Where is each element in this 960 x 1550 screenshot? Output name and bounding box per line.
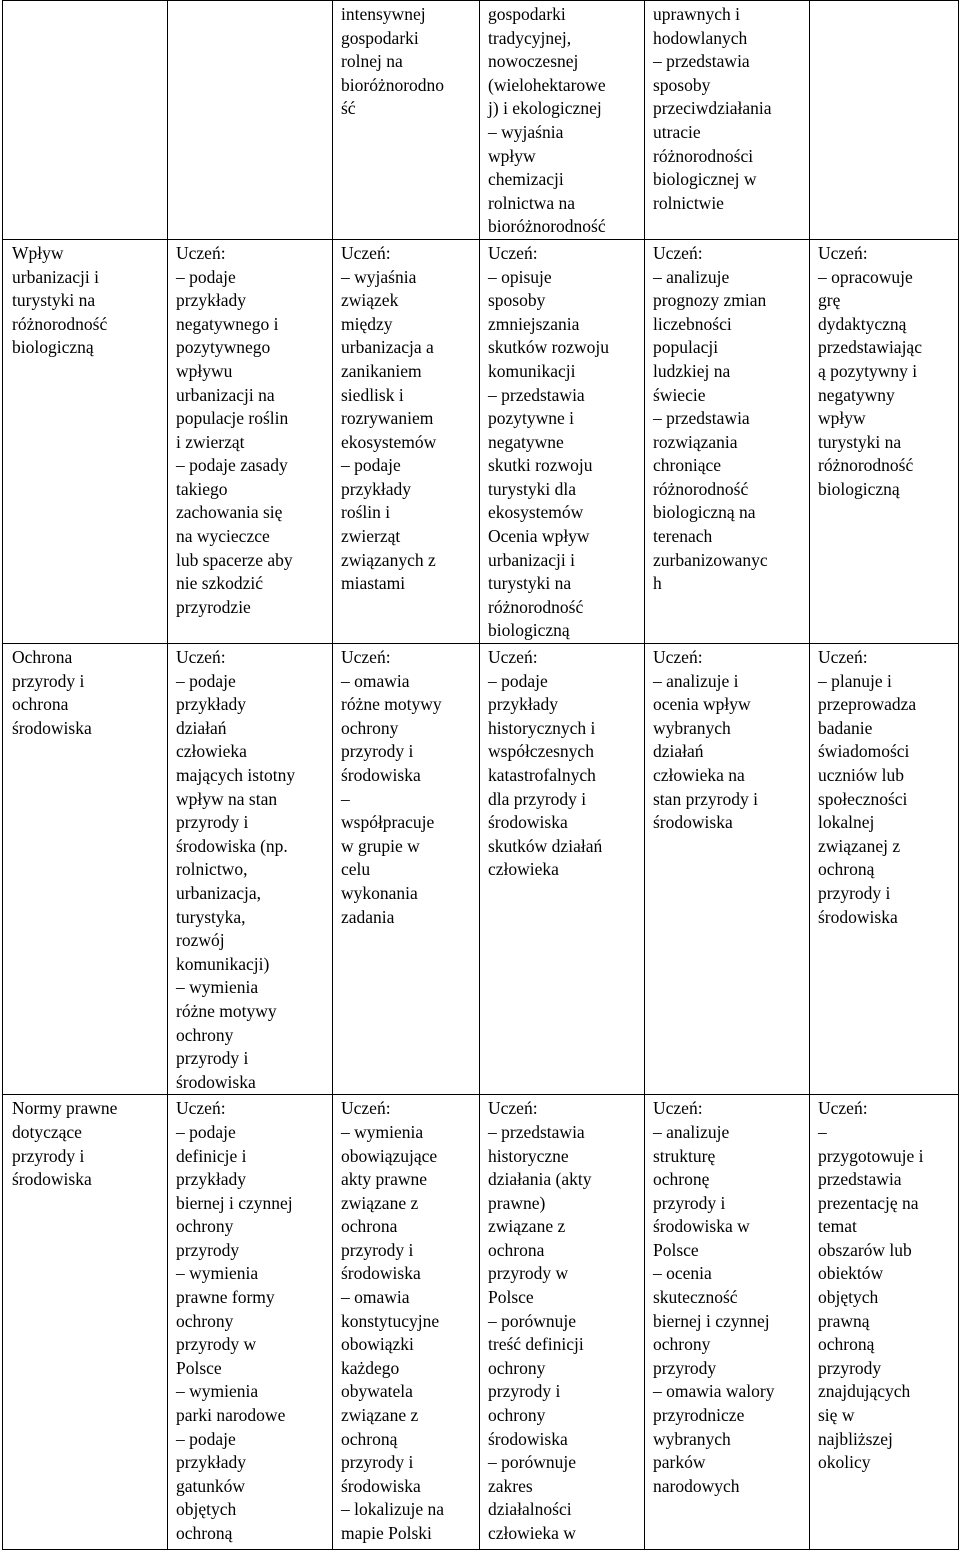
requirement-line: – podaje bbox=[176, 670, 236, 691]
requirement-line: – wymienia bbox=[176, 1263, 259, 1284]
requirement-line: – porównuje bbox=[488, 1310, 576, 1331]
requirement-line: rozwiązania bbox=[653, 431, 738, 452]
requirement-line: Polsce bbox=[653, 1239, 699, 1260]
requirement-line: definicje i bbox=[176, 1145, 247, 1166]
requirement-line: – analizuje bbox=[653, 1121, 730, 1142]
requirement-line: wykonania bbox=[341, 882, 418, 903]
requirement-line: rolnictwa na bbox=[488, 192, 575, 213]
requirement-line: przyrody i bbox=[176, 1048, 249, 1069]
requirement-line: przyrody i bbox=[341, 1239, 414, 1260]
requirement-line: – wyjaśnia bbox=[341, 266, 417, 287]
requirement-line: ochrony bbox=[176, 1310, 234, 1331]
requirement-line: sposoby bbox=[488, 290, 546, 311]
requirement-line: – przedstawia bbox=[653, 51, 750, 72]
requirement-line: terenach bbox=[653, 526, 713, 547]
requirement-line: prognozy zmian bbox=[653, 290, 767, 311]
requirement-cell bbox=[168, 239, 333, 643]
requirement-line: przyrody bbox=[653, 1357, 717, 1378]
requirement-line: urbanizacja, bbox=[176, 882, 262, 903]
requirement-line: hodowlanych bbox=[653, 27, 748, 48]
requirement-line: ochrony bbox=[488, 1405, 546, 1426]
requirement-line: działalności bbox=[488, 1499, 572, 1520]
requirement-line: środowiska bbox=[176, 1071, 256, 1092]
requirement-line: środowiska bbox=[341, 1263, 421, 1284]
requirement-line: intensywnej bbox=[341, 4, 426, 24]
requirement-line: chemizacji bbox=[488, 169, 564, 190]
requirement-line: liczebności bbox=[653, 313, 732, 334]
requirement-line: – przedstawia bbox=[488, 1121, 585, 1142]
requirement-line: różnorodność bbox=[488, 596, 584, 617]
requirement-line: działań bbox=[653, 741, 704, 762]
requirement-line: znajdujących bbox=[818, 1381, 911, 1402]
requirement-line: ochrony bbox=[653, 1334, 711, 1355]
requirement-line: takiego bbox=[176, 478, 228, 499]
requirement-line: związek bbox=[341, 290, 399, 311]
requirement-line: skutków rozwoju bbox=[488, 337, 610, 358]
requirement-line: wpływ bbox=[488, 145, 536, 166]
requirement-line: urbanizacji i bbox=[488, 549, 575, 570]
requirement-line: obywatela bbox=[341, 1381, 413, 1402]
topic-line: Normy prawne bbox=[12, 1098, 118, 1119]
requirement-line: nowoczesnej bbox=[488, 51, 579, 72]
requirement-line: treść definicji bbox=[488, 1334, 584, 1355]
requirement-line: – analizuje bbox=[653, 266, 730, 287]
requirement-line: gospodarki bbox=[341, 27, 419, 48]
requirement-line: tradycyjnej, bbox=[488, 27, 572, 48]
requirement-line: przykłady bbox=[176, 290, 246, 311]
requirement-cell bbox=[810, 1, 959, 240]
requirement-line: parki narodowe bbox=[176, 1405, 286, 1426]
requirement-line: prezentację na bbox=[818, 1192, 919, 1213]
topic-line: Ochrona bbox=[12, 647, 73, 668]
requirement-line: obowiązujące bbox=[341, 1145, 438, 1166]
requirement-line: – podaje bbox=[341, 455, 401, 476]
requirement-line: obowiązki bbox=[341, 1334, 414, 1355]
requirement-line: na wycieczce bbox=[176, 526, 270, 547]
requirement-line: zurbanizowanyc bbox=[653, 549, 768, 570]
requirement-cell bbox=[168, 644, 333, 1095]
requirement-line: Uczeń: bbox=[341, 242, 391, 263]
requirement-line: nie szkodzić bbox=[176, 573, 263, 594]
requirement-line: negatywne bbox=[488, 431, 564, 452]
requirement-line: komunikacji bbox=[488, 360, 576, 381]
requirement-line: różnorodność bbox=[818, 455, 914, 476]
requirement-line: Polsce bbox=[488, 1287, 534, 1308]
requirement-cell bbox=[480, 1, 645, 240]
requirement-line: – wymienia bbox=[341, 1121, 424, 1142]
requirement-line: różnorodności bbox=[653, 145, 754, 166]
requirement-line: Uczeń: bbox=[653, 1098, 703, 1119]
requirement-line: dydaktyczną bbox=[818, 313, 907, 334]
requirement-line: utracie bbox=[653, 121, 701, 142]
requirement-cell bbox=[333, 1, 480, 240]
requirement-line: – przedstawia bbox=[488, 384, 585, 405]
topic-line: środowiska bbox=[12, 1169, 92, 1190]
requirement-line: – bbox=[818, 1121, 827, 1142]
requirement-line: dla przyrody i bbox=[488, 788, 587, 809]
topic-cell bbox=[3, 1, 168, 240]
requirement-line: ochroną bbox=[176, 1523, 233, 1543]
requirement-line: w grupie w bbox=[341, 835, 420, 856]
requirement-line: rozwój bbox=[176, 930, 225, 951]
requirement-line: badanie bbox=[818, 717, 873, 738]
topic-line: turystyki na bbox=[12, 290, 96, 311]
requirement-line: społeczności bbox=[818, 788, 908, 809]
requirement-line: Uczeń: bbox=[176, 647, 226, 668]
requirement-line: Uczeń: bbox=[341, 647, 391, 668]
requirement-cell bbox=[645, 1, 810, 240]
requirement-line: Polsce bbox=[176, 1357, 222, 1378]
requirement-line: – lokalizuje na bbox=[341, 1499, 445, 1520]
requirement-line: przyrody bbox=[176, 1239, 240, 1260]
requirement-line: lokalnej bbox=[818, 812, 875, 833]
requirement-line: przyrody i bbox=[176, 812, 249, 833]
requirement-line: uczniów lub bbox=[818, 765, 905, 785]
requirement-line: historycznych i bbox=[488, 717, 596, 738]
topic-cell bbox=[3, 644, 168, 1095]
requirement-line: gospodarki bbox=[488, 4, 566, 24]
requirement-line: turystyki na bbox=[488, 573, 572, 594]
requirement-line: ochroną bbox=[818, 859, 875, 880]
requirement-line: zadania bbox=[341, 906, 395, 927]
requirement-line: działania (akty bbox=[488, 1169, 592, 1190]
requirement-line: akty prawne bbox=[341, 1169, 428, 1190]
requirement-line: prawną bbox=[818, 1310, 870, 1331]
requirement-line: ochrony bbox=[176, 1216, 234, 1237]
requirement-line: – opisuje bbox=[488, 266, 552, 287]
requirement-line: wybranych bbox=[653, 717, 731, 738]
requirement-line: środowiska (np. bbox=[176, 835, 288, 856]
requirement-cell bbox=[810, 644, 959, 1095]
requirement-line: biologiczną na bbox=[653, 502, 756, 523]
requirement-line: turystyka, bbox=[176, 906, 246, 927]
requirement-line: populacji bbox=[653, 337, 719, 358]
requirement-line: zmniejszania bbox=[488, 313, 580, 334]
requirement-cell bbox=[168, 1095, 333, 1550]
requirement-line: ochrony bbox=[488, 1357, 546, 1378]
requirement-line: celu bbox=[341, 859, 371, 880]
requirement-line: człowieka bbox=[176, 741, 247, 762]
requirement-line: zanikaniem bbox=[341, 360, 422, 381]
requirement-line: przykłady bbox=[488, 694, 558, 715]
requirement-line: ekosystemów bbox=[341, 431, 437, 452]
table-row bbox=[3, 644, 959, 1095]
requirement-line: rolnej na bbox=[341, 51, 403, 72]
requirement-cell bbox=[810, 1095, 959, 1550]
requirement-line: świadomości bbox=[818, 741, 910, 762]
requirement-line: pozytywnego bbox=[176, 337, 271, 358]
requirement-line: środowiska bbox=[653, 812, 733, 833]
requirement-line: środowiska bbox=[341, 1475, 421, 1496]
requirement-line: skuteczność bbox=[653, 1287, 738, 1308]
requirement-line: wpływ na stan bbox=[176, 788, 278, 809]
requirement-line: uprawnych i bbox=[653, 4, 740, 24]
requirement-line: siedlisk i bbox=[341, 384, 404, 405]
requirement-line: ochroną bbox=[818, 1334, 875, 1355]
requirement-cell bbox=[480, 644, 645, 1095]
requirement-cell bbox=[333, 1095, 480, 1550]
requirement-line: Uczeń: bbox=[176, 242, 226, 263]
requirement-line: Uczeń: bbox=[653, 647, 703, 668]
requirement-line: Uczeń: bbox=[818, 647, 868, 668]
requirement-line: objętych bbox=[176, 1499, 237, 1520]
requirement-line: populacje roślin bbox=[176, 408, 289, 429]
requirement-line: środowiska bbox=[818, 906, 898, 927]
requirement-line: obiektów bbox=[818, 1263, 884, 1284]
requirement-line: człowieka w bbox=[488, 1523, 576, 1543]
requirement-line: związanych z bbox=[341, 549, 436, 570]
requirement-line: ochronę bbox=[653, 1169, 710, 1190]
requirement-line: przykłady bbox=[176, 1169, 246, 1190]
requirement-line: różne motywy bbox=[176, 1000, 277, 1021]
requirement-line: zwierząt bbox=[341, 526, 401, 547]
topic-line: różnorodność bbox=[12, 313, 108, 334]
requirement-cell bbox=[333, 239, 480, 643]
requirement-line: przyrody bbox=[818, 1357, 882, 1378]
requirement-line: – omawia bbox=[341, 670, 410, 691]
requirement-line: Uczeń: bbox=[818, 1098, 868, 1119]
requirement-line: Uczeń: bbox=[653, 242, 703, 263]
requirement-cell bbox=[645, 644, 810, 1095]
requirement-line: przyrody i bbox=[341, 741, 414, 762]
requirement-line: przyrody i bbox=[488, 1381, 561, 1402]
requirement-line: skutków działań bbox=[488, 835, 603, 856]
topic-line: ochrona bbox=[12, 694, 69, 715]
requirement-line: – wyjaśnia bbox=[488, 121, 564, 142]
requirement-line: urbanizacji na bbox=[176, 384, 275, 405]
requirement-line: grę bbox=[818, 290, 841, 311]
requirement-cell bbox=[480, 239, 645, 643]
requirement-line: ochrony bbox=[341, 717, 399, 738]
requirement-cell bbox=[480, 1095, 645, 1550]
requirement-line: związane z bbox=[341, 1192, 419, 1213]
requirement-line: ludzkiej na bbox=[653, 360, 731, 381]
requirement-line: objętych bbox=[818, 1287, 879, 1308]
requirement-line: komunikacji) bbox=[176, 953, 270, 974]
requirement-line: wpływ bbox=[818, 408, 866, 429]
requirement-cell bbox=[333, 644, 480, 1095]
requirement-line: historyczne bbox=[488, 1145, 569, 1166]
requirement-line: związane z bbox=[488, 1216, 566, 1237]
topic-line: dotyczące bbox=[12, 1121, 82, 1142]
requirement-line: strukturę bbox=[653, 1145, 716, 1166]
requirement-line: biernej i czynnej bbox=[653, 1310, 770, 1331]
requirement-line: środowiska bbox=[488, 812, 568, 833]
requirement-line: urbanizacja a bbox=[341, 337, 434, 358]
requirements-table bbox=[2, 0, 959, 1550]
requirement-line: ocenia wpływ bbox=[653, 694, 751, 715]
requirement-line: prawne) bbox=[488, 1192, 546, 1213]
requirement-line: każdego bbox=[341, 1357, 400, 1378]
requirement-cell bbox=[645, 1095, 810, 1550]
requirement-line: przykłady bbox=[341, 478, 411, 499]
topic-line: środowiska bbox=[12, 717, 92, 738]
requirement-line: najbliższej bbox=[818, 1428, 893, 1449]
requirement-line: obszarów lub bbox=[818, 1239, 912, 1260]
requirement-line: negatywnego i bbox=[176, 313, 279, 334]
requirement-line: lub spacerze aby bbox=[176, 549, 293, 570]
requirement-line: Uczeń: bbox=[818, 242, 868, 263]
requirement-line: człowieka bbox=[488, 859, 559, 880]
requirement-line: Ocenia wpływ bbox=[488, 526, 590, 547]
requirement-line: – analizuje i bbox=[653, 670, 739, 691]
requirement-line: przeprowadza bbox=[818, 694, 917, 715]
requirement-line: współczesnych bbox=[488, 741, 594, 762]
requirement-line: przygotowuje i bbox=[818, 1145, 924, 1166]
requirement-line: współpracuje bbox=[341, 812, 435, 833]
requirement-line: skutki rozwoju bbox=[488, 455, 593, 476]
requirement-line: człowieka na bbox=[653, 765, 745, 785]
requirement-line: przykłady bbox=[176, 1452, 246, 1473]
requirement-line: przyrody w bbox=[488, 1263, 569, 1284]
requirement-line: ochrony bbox=[176, 1024, 234, 1045]
requirement-line: gatunków bbox=[176, 1475, 246, 1496]
requirement-cell bbox=[810, 239, 959, 643]
requirement-line: przyrody i bbox=[653, 1192, 726, 1213]
table-row bbox=[3, 1, 959, 240]
requirement-line: Uczeń: bbox=[488, 647, 538, 668]
requirement-line: h bbox=[653, 573, 662, 594]
requirement-line: j) i ekologicznej bbox=[488, 98, 602, 119]
requirement-line: ść bbox=[341, 98, 356, 119]
requirement-line: mapie Polski bbox=[341, 1523, 432, 1543]
requirement-line: Uczeń: bbox=[488, 1098, 538, 1119]
requirement-line: narodowych bbox=[653, 1475, 740, 1496]
requirement-line: – ocenia bbox=[653, 1263, 712, 1284]
requirement-line: biernej i czynnej bbox=[176, 1192, 293, 1213]
requirement-cell bbox=[168, 1, 333, 240]
requirement-line: miastami bbox=[341, 573, 406, 594]
requirement-line: chroniące bbox=[653, 455, 722, 476]
requirement-line: związanej z bbox=[818, 835, 901, 856]
topic-line: urbanizacji i bbox=[12, 266, 99, 287]
requirement-line: sposoby bbox=[653, 74, 711, 95]
requirement-line: prawne formy bbox=[176, 1287, 275, 1308]
requirement-line: przedstawia bbox=[818, 1169, 902, 1190]
requirement-line: różne motywy bbox=[341, 694, 442, 715]
requirement-line: – planuje i bbox=[818, 670, 892, 691]
requirement-line: związane z bbox=[341, 1405, 419, 1426]
requirement-line: – wymienia bbox=[176, 977, 259, 998]
requirement-line: przyrodzie bbox=[176, 596, 251, 617]
requirement-line: stan przyrody i bbox=[653, 788, 758, 809]
requirement-line: biologiczną bbox=[818, 478, 900, 499]
requirement-line: zakres bbox=[488, 1475, 533, 1496]
topic-line: biologiczną bbox=[12, 337, 94, 358]
requirement-cell bbox=[645, 239, 810, 643]
table-row bbox=[3, 1095, 959, 1550]
requirement-line: turystyki dla bbox=[488, 478, 576, 499]
requirement-line: przyrody i bbox=[341, 1452, 414, 1473]
requirement-line: – podaje bbox=[176, 1121, 236, 1142]
requirement-line: działań bbox=[176, 717, 227, 738]
requirement-line: konstytucyjne bbox=[341, 1310, 440, 1331]
requirement-line: pozytywne i bbox=[488, 408, 575, 429]
table-row bbox=[3, 239, 959, 643]
requirement-line: przyrody w bbox=[176, 1334, 257, 1355]
requirement-line: – wymienia bbox=[176, 1381, 259, 1402]
requirement-line: między bbox=[341, 313, 393, 334]
requirement-line: – podaje bbox=[488, 670, 548, 691]
requirement-line: rolnictwie bbox=[653, 192, 724, 213]
requirement-line: temat bbox=[818, 1216, 857, 1237]
requirement-line: Uczeń: bbox=[341, 1098, 391, 1119]
requirement-line: – podaje bbox=[176, 1428, 236, 1449]
requirement-line: negatywny bbox=[818, 384, 895, 405]
requirement-line: ochrona bbox=[341, 1216, 398, 1237]
requirement-line: bioróżnorodność bbox=[488, 216, 606, 237]
topic-line: przyrody i bbox=[12, 670, 85, 691]
requirement-line: wybranych bbox=[653, 1428, 731, 1449]
requirement-line: rolnictwo, bbox=[176, 859, 248, 880]
requirement-line: środowiska bbox=[341, 765, 421, 785]
requirement-line: przyrodnicze bbox=[653, 1405, 745, 1426]
topic-cell bbox=[3, 239, 168, 643]
requirement-line: katastrofalnych bbox=[488, 765, 596, 785]
requirement-line: przyrody i bbox=[818, 882, 891, 903]
topic-line: przyrody i bbox=[12, 1145, 85, 1166]
requirement-line: wpływu bbox=[176, 360, 233, 381]
requirement-line: się w bbox=[818, 1405, 855, 1426]
topic-line: Wpływ bbox=[12, 242, 64, 263]
requirement-line: przeciwdziałania bbox=[653, 98, 772, 119]
requirement-line: ą pozytywny i bbox=[818, 360, 918, 381]
requirement-line: i zwierząt bbox=[176, 431, 245, 452]
requirement-line: świecie bbox=[653, 384, 706, 405]
requirement-line: – porównuje bbox=[488, 1452, 576, 1473]
requirement-line: – podaje zasady bbox=[176, 455, 288, 476]
requirement-line: przedstawiając bbox=[818, 337, 922, 358]
requirement-line: parków bbox=[653, 1452, 706, 1473]
requirement-line: roślin i bbox=[341, 502, 391, 523]
requirement-line: rozrywaniem bbox=[341, 408, 434, 429]
requirement-line: – omawia bbox=[341, 1287, 410, 1308]
requirement-line: bioróżnorodno bbox=[341, 74, 445, 95]
requirement-line: – omawia walory bbox=[653, 1381, 775, 1402]
requirement-line: – opracowuje bbox=[818, 266, 913, 287]
requirement-line: środowiska bbox=[488, 1428, 568, 1449]
requirement-line: ochroną bbox=[341, 1428, 398, 1449]
requirement-line: Uczeń: bbox=[176, 1098, 226, 1119]
requirement-line: biologiczną bbox=[488, 620, 570, 641]
requirement-line: (wielohektarowe bbox=[488, 74, 606, 95]
requirement-line: zachowania się bbox=[176, 502, 283, 523]
requirement-line: Uczeń: bbox=[488, 242, 538, 263]
requirement-line: ochrona bbox=[488, 1239, 545, 1260]
requirement-line: – przedstawia bbox=[653, 408, 750, 429]
requirement-line: – podaje bbox=[176, 266, 236, 287]
requirement-line: turystyki na bbox=[818, 431, 902, 452]
requirement-line: biologicznej w bbox=[653, 169, 757, 190]
requirement-line: okolicy bbox=[818, 1452, 871, 1473]
requirement-line: różnorodność bbox=[653, 478, 749, 499]
requirement-line: ekosystemów bbox=[488, 502, 584, 523]
requirement-line: – bbox=[341, 788, 350, 809]
requirement-line: przykłady bbox=[176, 694, 246, 715]
requirement-line: mających istotny bbox=[176, 765, 296, 785]
topic-cell bbox=[3, 1095, 168, 1550]
requirement-line: środowiska w bbox=[653, 1216, 750, 1237]
